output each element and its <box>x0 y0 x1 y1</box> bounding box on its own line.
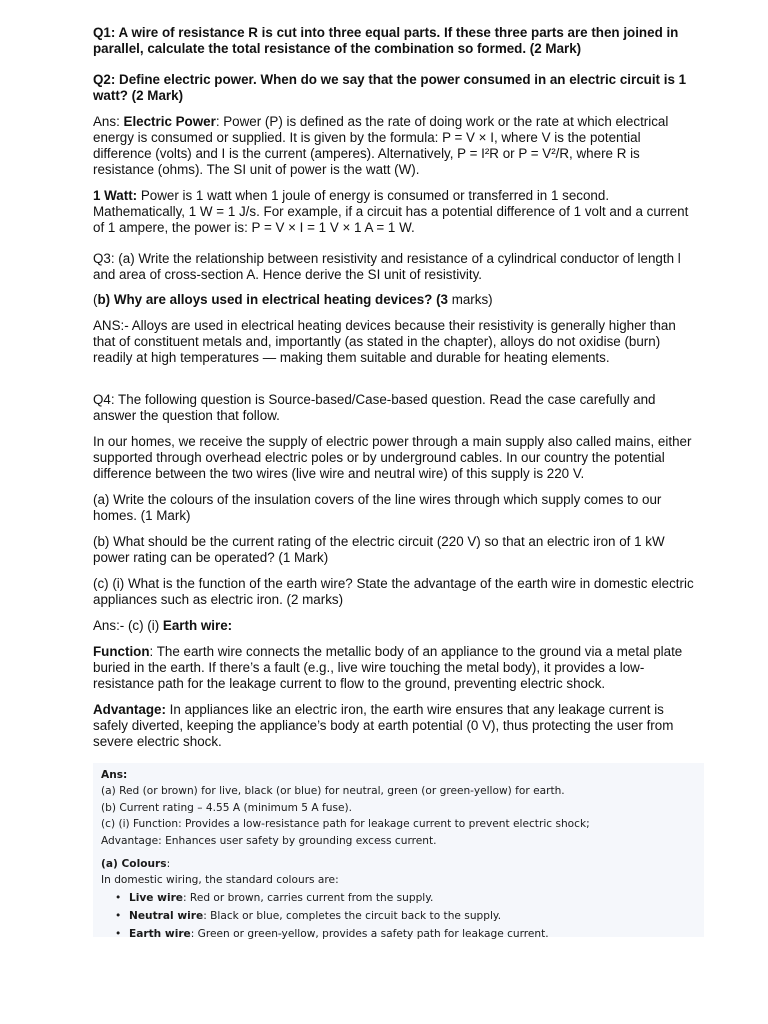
q3-answer: ANS:- Alloys are used in electrical heating devices because their resistivity is generally higher than that of constituent metals and, importantly (as stated in the chapter), alloys do not oxidise (burn) readily at high temperatures — making them suitable and durable for heating elements. <box>93 318 676 365</box>
electric-power-term: Electric Power <box>123 114 216 129</box>
list-item-neutral <box>129 907 696 925</box>
question-3a: Q3: (a) Write the relationship between resistivity and resistance of a cylindrical conductor of length l and area of cross-section A. Hence derive the SI unit of resistivity. <box>93 251 681 282</box>
answer-key-line-c: (c) (i) Function: Provides a low-resistance path for leakage current to prevent electric shock; <box>101 818 590 831</box>
question-3b <box>93 292 698 308</box>
q2-answer-definition <box>93 114 698 178</box>
electric-power-body: : Power (P) is defined as the rate of doing work or the rate at which electrical energy is consumed or supplied. It is given by the formula: P = V × I, where V is the potential difference (volts) and I is the current (amperes). Alternatively, P = I²R or P = V²/R, where R is resistance (ohms). The SI unit of power is the watt (W). <box>93 114 669 177</box>
advantage-term: Advantage: <box>93 702 166 717</box>
colours-list <box>101 889 696 943</box>
advantage-body: In appliances like an electric iron, the earth wire ensures that any leakage current is safely diverted, keeping the appliance’s body at earth potential (0 V), thus protecting the user from severe electric shock. <box>93 702 674 749</box>
answer-key-image <box>93 763 704 940</box>
live-wire-term: Live wire <box>129 891 183 904</box>
colours-title: (a) Colours <box>101 858 167 871</box>
list-item-earth <box>129 925 696 943</box>
function-term: Function <box>93 644 150 659</box>
earth-wire-bullet-term: Earth wire <box>129 927 191 940</box>
q3b-open: ( <box>93 292 98 307</box>
q4-ans-prefix: Ans:- (c) (i) <box>93 618 163 633</box>
question-4-intro: Q4: The following question is Source-based/Case-based question. Read the case carefully and answer the question that follow. <box>93 392 656 423</box>
q4-answer-function <box>93 644 698 692</box>
q4-answer-advantage <box>93 702 698 750</box>
question-2: Q2: Define electric power. When do we say that the power consumed in an electric circuit is 1 watt? (2 Mark) <box>93 72 687 103</box>
colours-colon: : <box>166 858 171 871</box>
question-1: Q1: A wire of resistance R is cut into three equal parts. If these three parts are then joined in parallel, calculate the total resistance of the combination so formed. (2 Mark) <box>93 25 679 56</box>
q3b-bold: b) Why are alloys used in electrical heating devices? (3 <box>97 292 448 307</box>
one-watt-body: Power is 1 watt when 1 joule of energy is consumed or transferred in 1 second. Mathematically, 1 W = 1 J/s. For example, if a circuit has a potential difference of 1 volt and a current of 1 ampere, the power is: P = V × I = 1 V × 1 A = 1 W. <box>93 188 689 235</box>
question-4-case: In our homes, we receive the supply of electric power through a main supply also called mains, either supported through overhead electric poles or by underground cables. In our country the potential difference between the two wires (live wire and neutral wire) of this supply is 220 V. <box>93 434 692 481</box>
colours-intro: In domestic wiring, the standard colours are: <box>101 874 339 887</box>
q2-answer-watt <box>93 188 698 236</box>
answer-key-line-a: (a) Red (or brown) for live, black (or blue) for neutral, green (or green-yellow) for earth. <box>101 785 565 798</box>
list-item-live <box>129 889 696 907</box>
earth-wire-bullet-text: : Green or green-yellow, provides a safety path for leakage current. <box>190 927 549 940</box>
question-4b: (b) What should be the current rating of the electric circuit (220 V) so that an electric iron of 1 kW power rating can be operated? (1 Mark) <box>93 534 665 565</box>
one-watt-term: 1 Watt: <box>93 188 138 203</box>
answer-key-line-b: (b) Current rating – 4.55 A (minimum 5 A fuse). <box>101 801 352 814</box>
q3b-rest: marks) <box>447 292 493 307</box>
neutral-wire-term: Neutral wire <box>129 909 204 922</box>
colours-heading <box>101 856 696 872</box>
question-4a: (a) Write the colours of the insulation covers of the line wires through which supply comes to our homes. (1 Mark) <box>93 492 662 523</box>
answer-key-title: Ans: <box>101 769 128 781</box>
function-body: : The earth wire connects the metallic body of an appliance to the ground via a metal plate buried in the earth. If there’s a fault (e.g., live wire touching the metal body), it provides a low-resistance path for the leakage current to flow to the ground, preventing electric shock. <box>93 644 683 691</box>
earth-wire-term: Earth wire: <box>162 618 233 633</box>
live-wire-text: : Red or brown, carries current from the supply. <box>183 891 434 904</box>
neutral-wire-text: : Black or blue, completes the circuit back to the supply. <box>203 909 502 922</box>
ans-prefix: Ans: <box>93 114 124 129</box>
question-4c: (c) (i) What is the function of the earth wire? State the advantage of the earth wire in domestic electric appliances such as electric iron. (2 marks) <box>93 576 694 607</box>
answer-key-line-advantage: Advantage: Enhances user safety by grounding excess current. <box>101 834 437 847</box>
q4-answer-heading <box>93 618 698 634</box>
